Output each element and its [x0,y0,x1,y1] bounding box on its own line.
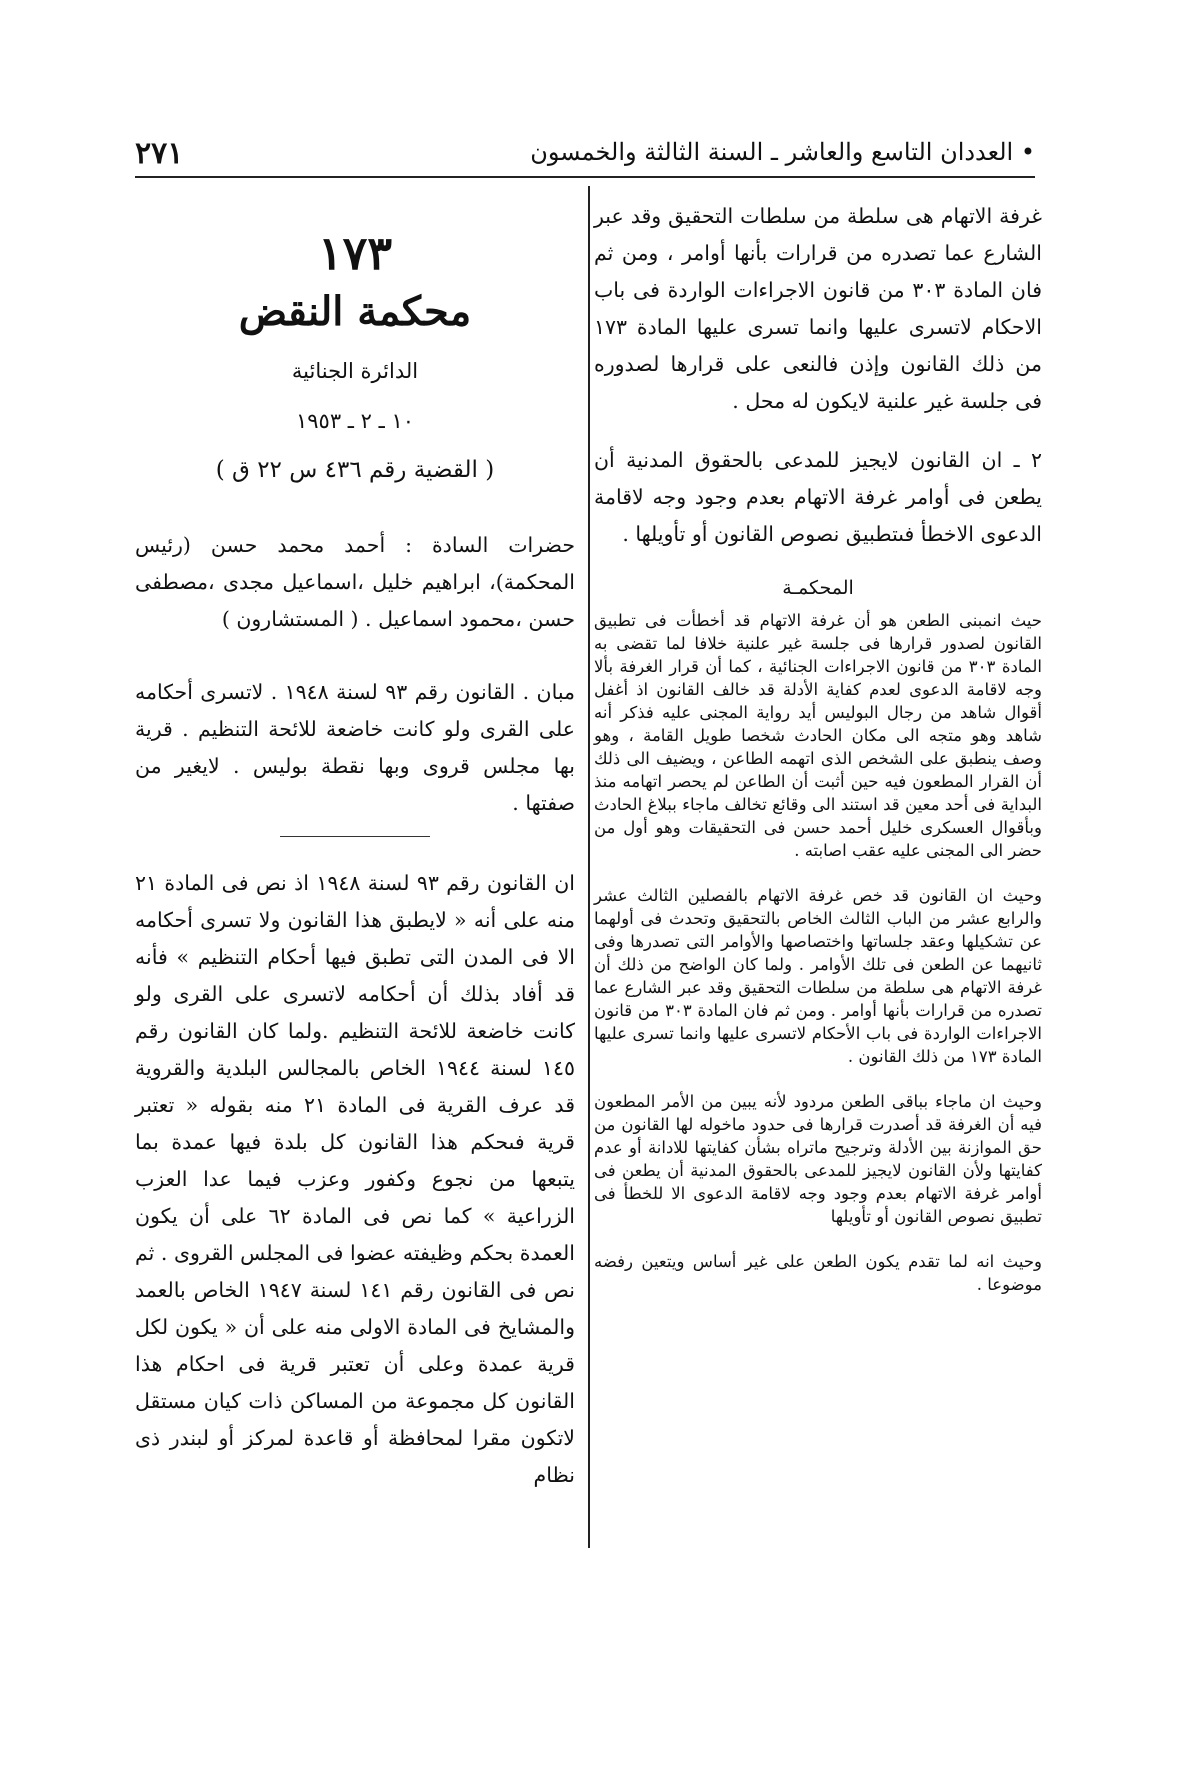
ruling-paragraph: وحيث انه لما تقدم يكون الطعن على غير أساس ويتعين رفضه موضوعا . [594,1252,1042,1294]
circuit-name: الدائرة الجنائية [291,359,419,383]
ruling-paragraph: حيث انمبنى الطعن هو أن غرفة الاتهام قد أخطأت فى تطبيق القانون لصدور قرارها فى جلسة غير علنية خلافا لما تقضى به المادة ٣٠٣ من قانون الاجراءات الجنائية ، كما أن قرار الغرفة بألا وجه لاقامة الدعوى لعدم كفاية الأدلة قد خالف القانون اذ أغفل أقوال شاهد من رجال البوليس أيد رواية المجنى عليه فذكر أنه شاهد وهو متجه الى مكان الحادث شخصا طويل القامة ، وهو وصف ينطبق على الشخص الذى اتهمه الطاعن ، ويضيف الى ذلك أن القرار المطعون فيه حين أثبت أن الطاعن لم يحصر اتهامه منذ البداية فى أحد معين قد استند الى وقائع تخالف ماجاء ببلاغ الحادث وبأقوال العسكرى خليل أحمد حسن فى التحقيقات وهو أول من حضر الى المجنى عليه عقب اصابته . [594,611,1042,860]
principle-1-continuation: غرفة الاتهام هى سلطة من سلطات التحقيق وقد عبر الشارع عما تصدره من قرارات بأنها أوامر ، ومن ثم فان المادة ٣٠٣ من قانون الاجراءات الواردة فى باب الاحكام لاتسرى عليها وانما تسرى عليها المادة ١٧٣ من ذلك القانون وإذن فالنعى على قرارها لصدوره فى جلسة غير علنية لايكون له محل . [594,204,1042,413]
bench-members: حضرات السادة : أحمد محمد حسن (رئيس المحكمة)، ابراهيم خليل ،اسماعيل مجدى ،مصطفى حسن ،محمود اسماعيل . ( المستشارون ) [135,533,575,631]
ruling-paragraph: وحيث ان القانون قد خص غرفة الاتهام بالفصلين الثالث عشر والرابع عشر من الباب الثالث الخاص بالتحقيق وتحدث فى أولهما عن تشكيلها وعقد جلساتها واختصاصها والأوامر التى تصدرها وفى ثانيهما عن الطعن فى تلك الأوامر . ولما كان الواضح من ذلك أن غرفة الاتهام هى سلطة من سلطات التحقيق وقد عبر الشارع عما تصدره من قرارات بأنها أوامر . ومن ثم فان المادة ٣٠٣ من قانون الاجراءات الواردة فى باب الأحكام لاتسرى عليها وانما تسرى عليها المادة ١٧٣ من ذلك القانون . [594,886,1042,1066]
running-title: • العددان التاسع والعاشر ـ السنة الثالثة والخمسون [530,138,1035,166]
case-summary: مبان . القانون رقم ٩٣ لسنة ١٩٤٨ . لاتسرى أحكامه على القرى ولو كانت خاضعة للائحة التنظيم . قرية بها مجلس قروى وبها نقطة بوليس . لايغير من صفتها . [135,680,576,815]
page-number: ٢٧١ [135,136,184,171]
ruling-paragraph: وحيث ان ماجاء بباقى الطعن مردود لأنه يبين من الأمر المطعون فيه أن الغرفة قد أصدرت قرارها فى حدود ماخوله لها القانون من حق الموازنة بين الأدلة وترجيح ماتراه بشأن كفايتها للادانة أو عدم كفايتها ولأن القانون لايجيز للمدعى بالحقوق المدنية أن يطعن فى أوامر غرفة الاتهام بعدم وجود وجه لاقامة الدعوى الا للخطأ فى تطبيق نصوص القانون أو تأويلها [594,1092,1042,1226]
left-column [135,198,575,1494]
case-number: ١٧٣ [317,226,393,280]
column-divider [588,186,590,1548]
ruling-date: ١٠ ـ ٢ ـ ١٩٥٣ [296,409,414,433]
section-divider [280,836,430,837]
right-column [594,198,1042,1296]
case-body: ان القانون رقم ٩٣ لسنة ١٩٤٨ اذ نص فى المادة ٢١ منه على أنه « لايطبق هذا القانون ولا تسرى أحكامه الا فى المدن التى تطبق فيها أحكام التنظيم » فأنه قد أفاد بذلك أن أحكامه لاتسرى على القرى ولو كانت خاضعة للائحة التنظيم .ولما كان القانون رقم ١٤٥ لسنة ١٩٤٤ الخاص بالمجالس البلدية والقروية قد عرف القرية فى المادة ٢١ منه بقوله « تعتبر قرية فىحكم هذا القانون كل بلدة فيها عمدة بما يتبعها من نجوع وكفور وعزب فيما عدا العزب الزراعية » كما نص فى المادة ٦٢ على أن يكون العمدة بحكم وظيفته عضوا فى المجلس القروى . ثم نص فى القانون رقم ١٤١ لسنة ١٩٤٧ الخاص بالعمد والمشايخ فى المادة الاولى منه على أن « يكون لكل قرية عمدة وعلى أن تعتبر قرية فى احكام هذا القانون كل مجموعة من المساكن ذات كيان مستقل لاتكون مقرا لمحافظة أو قاعدة لمركز أو لبندر ذى نظام [135,871,576,1487]
page-header [135,128,1035,178]
case-reference: ( القضية رقم ٤٣٦ س ٢٢ ق ) [215,457,495,483]
court-name: محكمة النقض [238,288,472,335]
principle-2: ٢ ـ ان القانون لايجيز للمدعى بالحقوق المدنية أن يطعن فى أوامر غرفة الاتهام بعدم وجود وجه لاقامة الدعوى الاخطأ فىتطبيق نصوص القانون أو تأويلها . [594,448,1042,546]
court-heading: المحكمـة [782,577,854,599]
